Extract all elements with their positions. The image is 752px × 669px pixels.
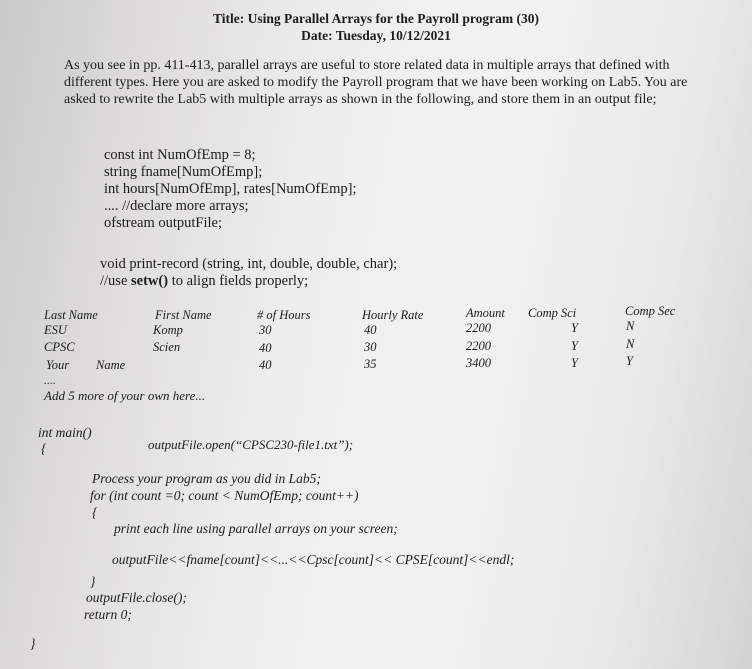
- loop-open-brace: {: [92, 505, 98, 520]
- table-cell: 40: [259, 341, 272, 355]
- declaration-line: ofstream outputFile;: [104, 215, 222, 231]
- intro-paragraph: As you see in pp. 411-413, parallel arrays are useful to store related data in multiple arrays that defined with different types. Here you are asked to modify the Payroll program that we have been working on Lab5. You are asked to rewrite the Lab5 with multiple arrays as shown in the following, and store them in an output file;: [64, 58, 688, 107]
- table-header-first-name: First Name: [155, 308, 212, 322]
- table-cell: Y: [571, 339, 578, 353]
- setw-instruction: [100, 273, 308, 290]
- table-header-last-name: Last Name: [44, 308, 98, 322]
- table-cell: 30: [364, 340, 377, 354]
- table-header-hours: # of Hours: [257, 308, 311, 322]
- table-cell: Y: [626, 354, 633, 368]
- table-header-comp-sci: Comp Sci: [528, 306, 577, 320]
- table-cell: 30: [259, 323, 272, 337]
- close-file-line: outputFile.close();: [86, 590, 187, 605]
- table-cell: Scien: [153, 340, 181, 354]
- table-cell: N: [626, 319, 635, 333]
- process-comment: Process your program as you did in Lab5;: [92, 471, 321, 486]
- table-header-amount: Amount: [466, 306, 505, 320]
- table-cell: Komp: [153, 323, 183, 337]
- worksheet-title: Title: Using Parallel Arrays for the Payroll program (30): [213, 11, 539, 26]
- table-cell: CPSC: [44, 340, 75, 354]
- table-cell: 3400: [466, 356, 491, 370]
- declaration-line: int hours[NumOfEmp], rates[NumOfEmp];: [104, 181, 357, 197]
- main-open-brace: {: [41, 441, 47, 456]
- table-cell: 40: [364, 323, 377, 337]
- table-cell: Name: [96, 358, 126, 372]
- setw-prefix: //use: [100, 273, 132, 289]
- setw-suffix: to align fields properly;: [168, 273, 309, 289]
- function-prototype: void print-record (string, int, double, double, char);: [100, 256, 398, 272]
- table-cell: 2200: [466, 321, 491, 335]
- main-close-brace: }: [30, 636, 36, 651]
- table-header-rate: Hourly Rate: [362, 308, 424, 322]
- add-more-note: Add 5 more of your own here...: [44, 388, 206, 403]
- table-ellipsis: ....: [44, 373, 56, 387]
- table-cell: N: [626, 337, 635, 351]
- loop-close-brace: }: [90, 574, 96, 589]
- return-line: return 0;: [84, 607, 132, 622]
- declaration-line: const int NumOfEmp = 8;: [104, 147, 256, 163]
- table-cell: 2200: [466, 339, 491, 353]
- setw-keyword: setw(): [131, 273, 169, 289]
- for-loop-line: for (int count =0; count < NumOfEmp; count++): [90, 488, 359, 503]
- table-header-comp-sec: Comp Sec: [625, 304, 676, 318]
- output-file-line: outputFile<<fname[count]<<...<<Cpsc[count]<< CPSE[count]<<endl;: [112, 552, 515, 567]
- table-cell: 35: [364, 357, 377, 371]
- declaration-line: string fname[NumOfEmp];: [104, 164, 263, 180]
- table-cell: Your: [46, 358, 70, 372]
- sample-records-table: [0, 304, 752, 378]
- main-signature: int main(): [38, 425, 92, 440]
- table-cell: Y: [571, 356, 578, 370]
- table-cell: ESU: [44, 323, 67, 337]
- table-cell: 40: [259, 358, 272, 372]
- worksheet-date: Date: Tuesday, 10/12/2021: [301, 28, 451, 43]
- print-line-instruction: print each line using parallel arrays on your screen;: [114, 521, 398, 536]
- open-file-line: outputFile.open(“CPSC230-file1.txt”);: [148, 437, 354, 452]
- table-cell: Y: [571, 321, 578, 335]
- declaration-line: .... //declare more arrays;: [104, 198, 249, 214]
